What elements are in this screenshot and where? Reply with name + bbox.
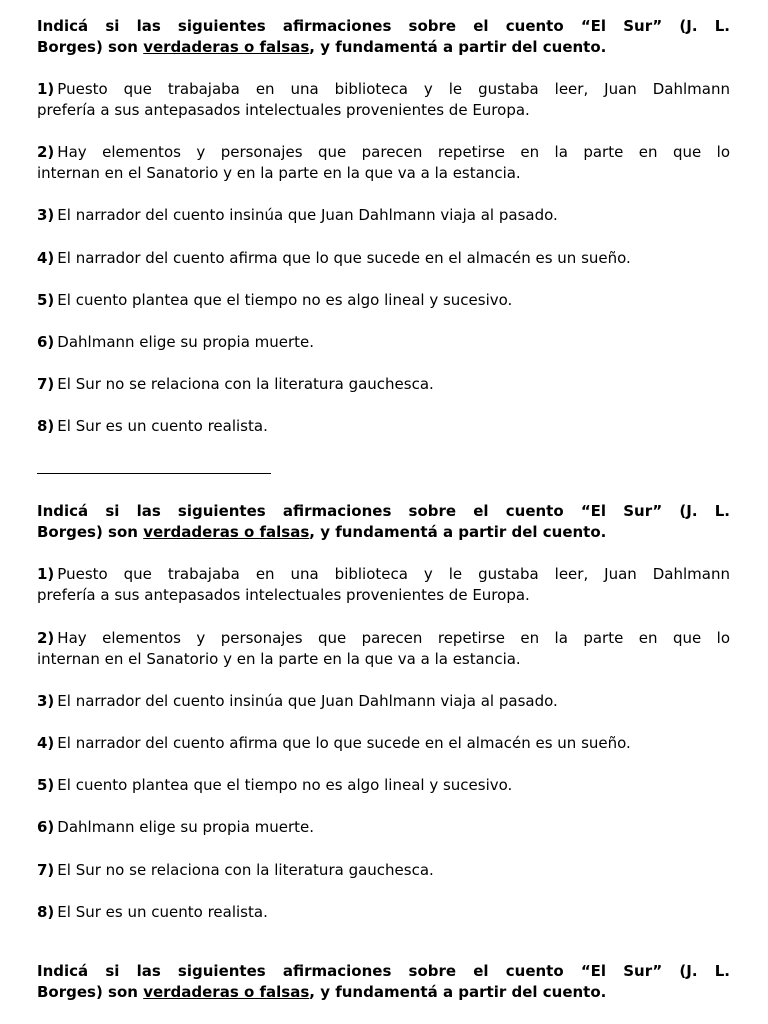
statement-number: 1) xyxy=(37,565,55,584)
statement-item xyxy=(37,733,730,754)
statement-text: Hay elementos y personajes que parecen repetirse en la parte en que lo xyxy=(57,143,730,162)
heading-text: , y fundamentá a partir del cuento. xyxy=(309,523,607,542)
statement-number: 3) xyxy=(37,691,55,710)
statement-item xyxy=(37,79,730,121)
heading-text: , y fundamentá a partir del cuento. xyxy=(309,37,607,56)
statement-item xyxy=(37,775,730,796)
statement-item xyxy=(37,564,730,606)
statement-number: 2) xyxy=(37,143,55,162)
statement-text: El narrador del cuento insinúa que Juan Dahlmann viaja al pasado. xyxy=(57,206,558,225)
statement-line xyxy=(37,416,730,437)
statement-text: Puesto que trabajaba en una biblioteca y le gustaba leer, Juan Dahlmann xyxy=(57,79,730,98)
statement-line xyxy=(37,649,730,670)
statement-text: Puesto que trabajaba en una biblioteca y le gustaba leer, Juan Dahlmann xyxy=(57,565,730,584)
statement-text: Dahlmann elige su propia muerte. xyxy=(57,818,315,837)
statement-text: El Sur es un cuento realista. xyxy=(57,902,268,921)
heading-line-2 xyxy=(37,37,730,58)
statement-line xyxy=(37,332,730,353)
statement-number: 1) xyxy=(37,79,55,98)
statement-number: 4) xyxy=(37,248,55,267)
statement-item xyxy=(37,902,730,923)
statement-text: prefería a sus antepasados intelectuales provenientes de Europa. xyxy=(37,586,530,605)
statement-text: El Sur es un cuento realista. xyxy=(57,417,268,436)
statement-line xyxy=(37,374,730,395)
statement-number: 8) xyxy=(37,902,55,921)
statement-text: Dahlmann elige su propia muerte. xyxy=(57,332,315,351)
heading-underlined-text: verdaderas o falsas xyxy=(143,37,310,56)
statement-line xyxy=(37,564,730,585)
statement-number: 6) xyxy=(37,818,55,837)
statement-line xyxy=(37,585,730,606)
heading-line-2 xyxy=(37,522,730,543)
statement-number: 4) xyxy=(37,734,55,753)
statement-item xyxy=(37,205,730,226)
heading-text: Borges) son xyxy=(37,37,144,56)
heading-text: Borges) son xyxy=(37,983,144,1002)
statement-line xyxy=(37,248,730,269)
statement-text: El narrador del cuento afirma que lo que sucede en el almacén es un sueño. xyxy=(57,734,631,753)
statement-text: Hay elementos y personajes que parecen repetirse en la parte en que lo xyxy=(57,628,730,647)
statement-number: 7) xyxy=(37,860,55,879)
statement-text: El cuento plantea que el tiempo no es algo lineal y sucesivo. xyxy=(57,776,513,795)
statement-line xyxy=(37,817,730,838)
heading-line-2 xyxy=(37,982,730,1003)
instruction-heading xyxy=(37,16,730,58)
separator-line xyxy=(37,458,730,479)
statement-text: El Sur no se relaciona con la literatura gauchesca. xyxy=(57,375,434,394)
instruction-heading xyxy=(37,961,730,1003)
statement-number: 3) xyxy=(37,206,55,225)
statement-item xyxy=(37,860,730,881)
instruction-heading xyxy=(37,501,730,543)
statement-number: 2) xyxy=(37,628,55,647)
statement-item xyxy=(37,416,730,437)
heading-text: Borges) son xyxy=(37,523,144,542)
statement-text: El cuento plantea que el tiempo no es algo lineal y sucesivo. xyxy=(57,290,513,309)
statement-line xyxy=(37,628,730,649)
heading-text: , y fundamentá a partir del cuento. xyxy=(309,983,607,1002)
statement-line xyxy=(37,691,730,712)
heading-underlined-text: verdaderas o falsas xyxy=(143,523,310,542)
statement-line xyxy=(37,205,730,226)
statement-line xyxy=(37,163,730,184)
separator-rule xyxy=(37,458,271,474)
statement-line xyxy=(37,79,730,100)
statement-line xyxy=(37,860,730,881)
statement-text: internan en el Sanatorio y en la parte en la que va a la estancia. xyxy=(37,649,521,668)
statement-item xyxy=(37,142,730,184)
statement-text: El Sur no se relaciona con la literatura gauchesca. xyxy=(57,860,434,879)
statement-text: El narrador del cuento insinúa que Juan Dahlmann viaja al pasado. xyxy=(57,691,558,710)
exercise-block-2 xyxy=(37,501,730,944)
heading-line-1: Indicá si las siguientes afirmaciones sobre el cuento “El Sur” (J. L. xyxy=(37,502,730,520)
statement-item xyxy=(37,290,730,311)
statement-item xyxy=(37,248,730,269)
statement-number: 5) xyxy=(37,290,55,309)
statement-text: El narrador del cuento afirma que lo que sucede en el almacén es un sueño. xyxy=(57,248,631,267)
statement-item xyxy=(37,817,730,838)
statement-line xyxy=(37,100,730,121)
statement-number: 8) xyxy=(37,417,55,436)
statement-item xyxy=(37,332,730,353)
exercise-block-1 xyxy=(37,16,730,501)
heading-line-1: Indicá si las siguientes afirmaciones sobre el cuento “El Sur” (J. L. xyxy=(37,962,730,980)
statement-line xyxy=(37,142,730,163)
exercise-block-3 xyxy=(37,961,730,1024)
statement-item xyxy=(37,628,730,670)
statement-line xyxy=(37,733,730,754)
statement-number: 7) xyxy=(37,375,55,394)
statement-text: prefería a sus antepasados intelectuales provenientes de Europa. xyxy=(37,100,530,119)
statement-line xyxy=(37,902,730,923)
statement-line xyxy=(37,290,730,311)
statement-number: 5) xyxy=(37,776,55,795)
statement-item xyxy=(37,374,730,395)
heading-line-1: Indicá si las siguientes afirmaciones sobre el cuento “El Sur” (J. L. xyxy=(37,16,730,35)
statement-text: internan en el Sanatorio y en la parte en la que va a la estancia. xyxy=(37,164,521,183)
statement-item xyxy=(37,691,730,712)
statement-number: 6) xyxy=(37,332,55,351)
heading-underlined-text: verdaderas o falsas xyxy=(143,983,310,1002)
statement-line xyxy=(37,775,730,796)
